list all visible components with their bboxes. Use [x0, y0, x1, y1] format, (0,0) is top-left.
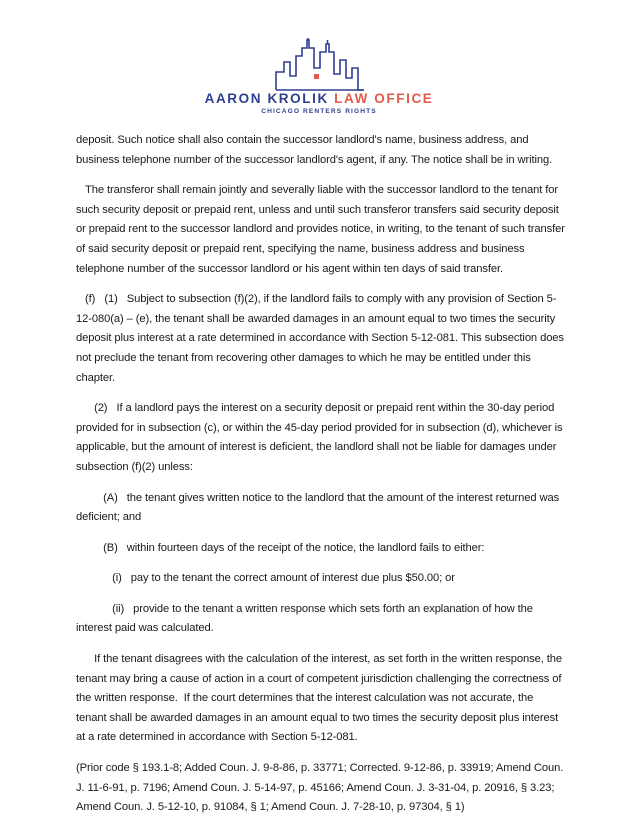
paragraph-transferor-liability: The transferor shall remain jointly and severally liable with the successor landlord to the tenant for such security deposit or prepaid rent, unless and until such transferor transfers said security deposit or prepaid rent to the successor landlord and provides notice, in writing, to the tenant of such transfer of said security deposit or prepaid rent, specifying the name, business address and business telephone number of the successor landlord or his agent within ten days of said transfer. [76, 184, 568, 275]
paragraph-f1: (f) (1) Subject to subsection (f)(2), if the landlord fails to comply with any provision of Section 5-12-080(a) – (e), the tenant shall be awarded damages in an amount equal to two times the security deposit plus interest at a rate determined in accordance with Section 5-12-081. This subsection does not preclude the tenant from recovering other damages to which he may be entitled under this chapter. [76, 293, 567, 384]
paragraph-f2-b-ii: (ii) provide to the tenant a written response which sets forth an explanation of how the interest paid was calculated. [76, 602, 536, 635]
paragraph-disagreement: If the tenant disagrees with the calculation of the interest, as set forth in the written response, the tenant may bring a cause of action in a court of competent jurisdiction challenging the correctness of the written response. If the court determines that the interest calculation was not accurate, the tenant shall be awarded damages in an amount equal to two times the security deposit plus interest at a rate determined in accordance with Section 5-12-081. [76, 653, 566, 744]
logo-wordmark [0, 91, 638, 106]
paragraph-f2: (2) If a landlord pays the interest on a security deposit or prepaid rent within the 30-day period provided for in subsection (c), or within the 45-day period provided for in subsection (d), whichever is applicable, but the amount of interest is deficient, the landlord shall not be liable for damages under subsection (f)(2) unless: [76, 402, 566, 473]
paragraph-f2-a: (A) the tenant gives written notice to the landlord that the amount of the interest returned was deficient; and [76, 491, 563, 524]
city-skyline-icon [274, 38, 366, 92]
document-body [76, 131, 566, 827]
paragraph-successor-notice: deposit. Such notice shall also contain the successor landlord's name, business address, and business telephone number of the successor landlord's agent, if any. The notice shall be in writing. [76, 134, 553, 166]
logo-name-main: AARON KROLIK [204, 91, 329, 106]
logo-tagline: CHICAGO RENTERS RIGHTS [261, 108, 377, 115]
law-office-logo [0, 38, 638, 120]
paragraph-f2-b-i: (i) pay to the tenant the correct amount of interest due plus $50.00; or [76, 572, 455, 585]
logo-name-accent: LAW OFFICE [334, 91, 434, 106]
paragraph-f2-b: (B) within fourteen days of the receipt of the notice, the landlord fails to either: [76, 541, 485, 554]
paragraph-history: (Prior code § 193.1-8; Added Coun. J. 9-8-86, p. 33771; Corrected. 9-12-86, p. 33919; Amend Coun. J. 11-6-91, p. 7196; Amend Coun. J. 5-14-97, p. 45166; Amend Coun. J. 3-31-04, p. 20916, § 3.23; Amend Coun. J. 5-12-10, p. 91084, § 1; Amend Coun. J. 7-28-10, p. 97304, § 1) [76, 762, 564, 814]
